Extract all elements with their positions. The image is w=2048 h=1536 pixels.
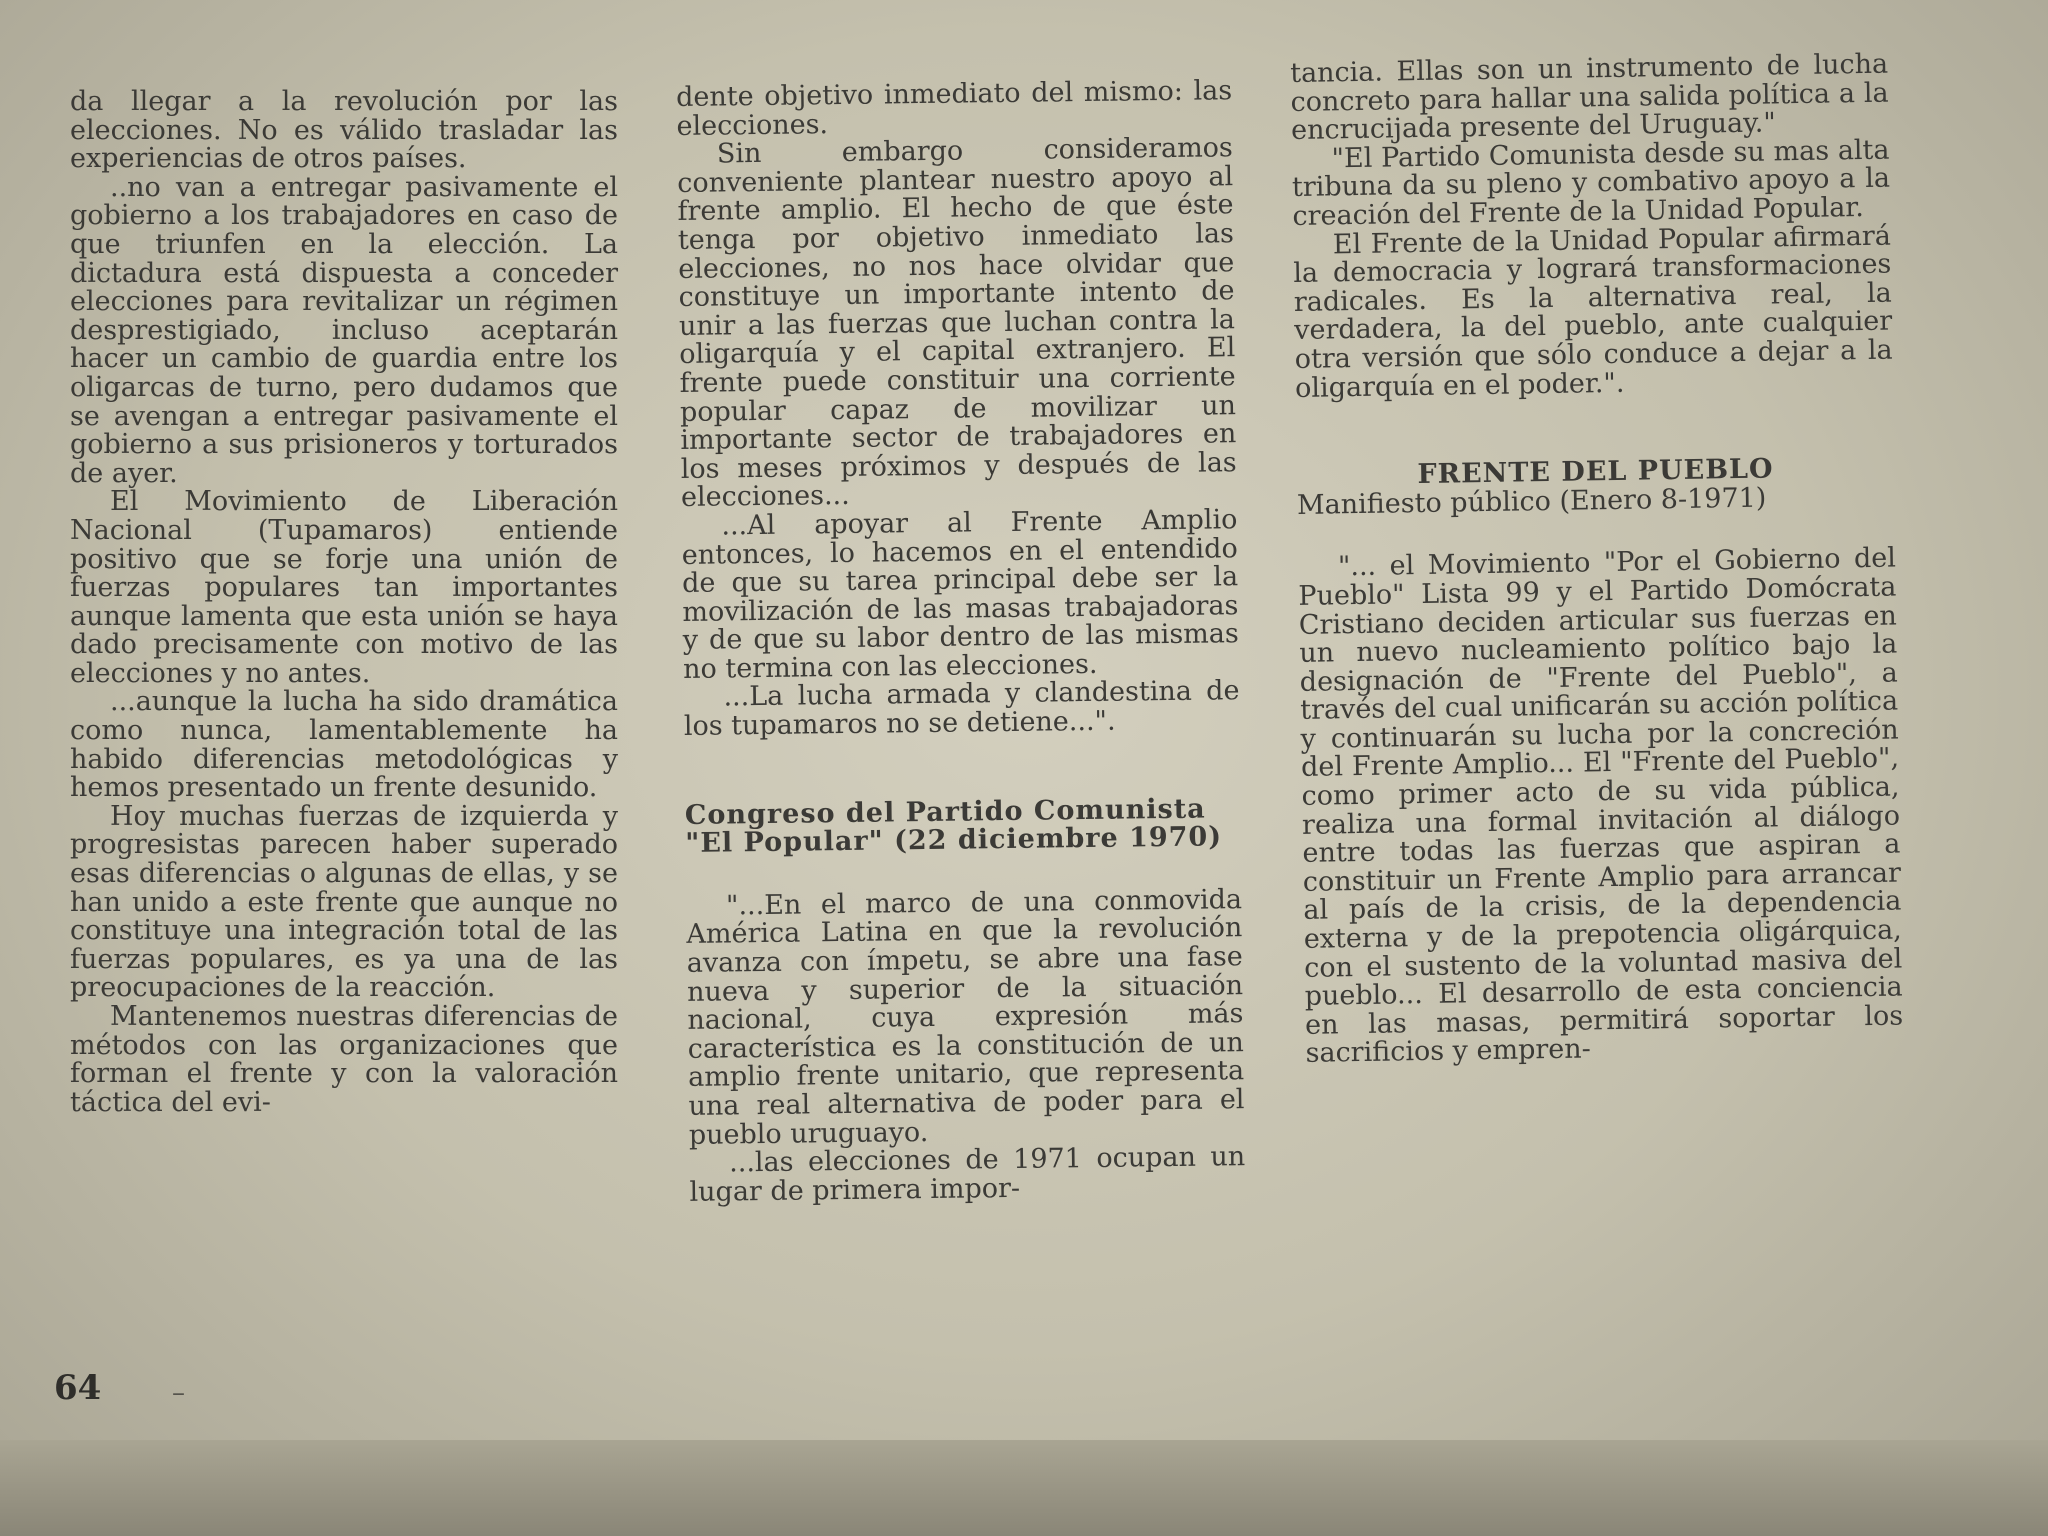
paragraph: "... el Movimiento "Por el Gobierno del Pueblo" Lista 99 y el Partido Domócrata Cristiano deciden articular sus fuerzas en un nuevo nucleamiento político bajo la designación de "Frente del Pueblo", a través del cual unificarán su acción política y continuarán su lucha por la concreción del Frente Amplio... El "Frente del Pueblo", como primer acto de su vida pública, realiza una formal invitación al diálogo entre todas las fuerzas que aspiran a constituir un Frente Amplio para arrancar al país de la crisis, de la dependencia externa y de la prepotencia oligárquica, con el sustento de la voluntad masiva del pueblo... El desarrollo de esta conciencia en las masas, permitirá soportar los sacrificios y empren-	[1298, 542, 1904, 1070]
paragraph: ..no van a entregar pasivamente el gobierno a los trabajadores en caso de que triunfen en la elección. La dictadura está dispuesta a conceder elecciones para revitalizar un régimen desprestigiado, incluso aceptarán hacer un cambio de guardia entre los oligarcas de turno, pero dudamos que se avengan a entregar pasivamente el gobierno a sus prisioneros y torturados de ayer.	[70, 171, 618, 489]
paragraph: ...Al apoyar al Frente Amplio entonces, lo hacemos en el entendido de que su tarea principal debe ser la movilización de las masas trabajadoras y de que su labor dentro de las mismas no termina con las elecciones.	[681, 504, 1239, 685]
page-edge-shadow	[0, 1440, 2048, 1536]
section-heading-congreso: Congreso del Partido Comunista	[684, 793, 1206, 831]
paragraph: "...En el marco de una conmovida América Latina en que la revolución avanza con ímpetu, se abre una fase nueva y superior de la situación nacional, cuya expresión más característica es la constitución de un amplio frente unitario, que representa una real alternativa de poder para el pueblo uruguayo.	[686, 883, 1245, 1151]
paragraph: "El Partido Comunista desde su mas alta tribuna da su pleno y combativo apoyo a la creación del Frente de la Unidad Popular.	[1291, 134, 1891, 232]
text-column-2	[676, 77, 1246, 1207]
paragraph: dente objetivo inmediato del mismo: las elecciones.	[675, 75, 1233, 142]
page-number: 64	[54, 1368, 102, 1408]
paragraph: Hoy muchas fuerzas de izquierda y progresistas parecen haber superado esas diferencias o algunas de ellas, y se han unido a este frente que aunque no constituye una integración total de las fuerzas populares, es ya una de las preocupaciones de la reacción.	[70, 800, 618, 1004]
paragraph: ...aunque la lucha ha sido dramática como nunca, lamentablemente ha habido diferencias metodológicas y hemos presentado un frente desunido.	[70, 686, 618, 804]
paragraph: Mantenemos nuestras diferencias de métodos con las organizaciones que forman el frente y con la valoración táctica del evi-	[70, 1001, 618, 1118]
section-heading-frente: FRENTE DEL PUEBLO	[1417, 453, 1774, 491]
paragraph: da llegar a la revolución por las elecciones. No es válido trasladar las experiencias de otros países.	[70, 86, 618, 175]
section-subheading-frente: Manifiesto público (Enero 8-1971)	[1296, 482, 1767, 521]
paragraph: El Movimiento de Liberación Nacional (Tupamaros) entiende positivo que se forje una unión de fuerzas populares tan importantes aunque lamenta que esta unión se haya dado precisamente con motivo de las elecciones y no antes.	[70, 486, 618, 689]
paragraph: Sin embargo consideramos conveniente plantear nuestro apoyo al frente amplio. El hecho de que éste tenga por objetivo inmediato las elecciones, no nos hace olvidar que constituye un importante intento de unir a las fuerzas que luchan contra la oligarquía y el capital extranjero. El frente puede constituir una corriente popular capaz de movilizar un importante sector de trabajadores en los meses próximos y después de las elecciones...	[677, 132, 1237, 514]
text-column-1	[70, 88, 618, 1117]
paragraph: ...las elecciones de 1971 ocupan un lugar de primera impor-	[689, 1141, 1246, 1208]
text-column-3	[1289, 48, 1904, 1070]
paragraph: El Frente de la Unidad Popular afirmará la democracia y logrará transformaciones radicales. Es la alternativa real, la verdadera, la del pueblo, ante cualquier otra versión que sólo conduce a dejar a la oligarquía en el poder.".	[1293, 220, 1893, 404]
page-dash: –	[172, 1378, 185, 1408]
paragraph: ...La lucha armada y clandestina de los tupamaros no se detiene...".	[683, 675, 1240, 743]
paragraph: tancia. Ellas son un instrumento de lucha concreto para hallar una salida política a la encrucijada presente del Uruguay."	[1289, 48, 1889, 147]
section-heading-congreso-source: "El Popular" (22 diciembre 1970)	[685, 821, 1223, 860]
